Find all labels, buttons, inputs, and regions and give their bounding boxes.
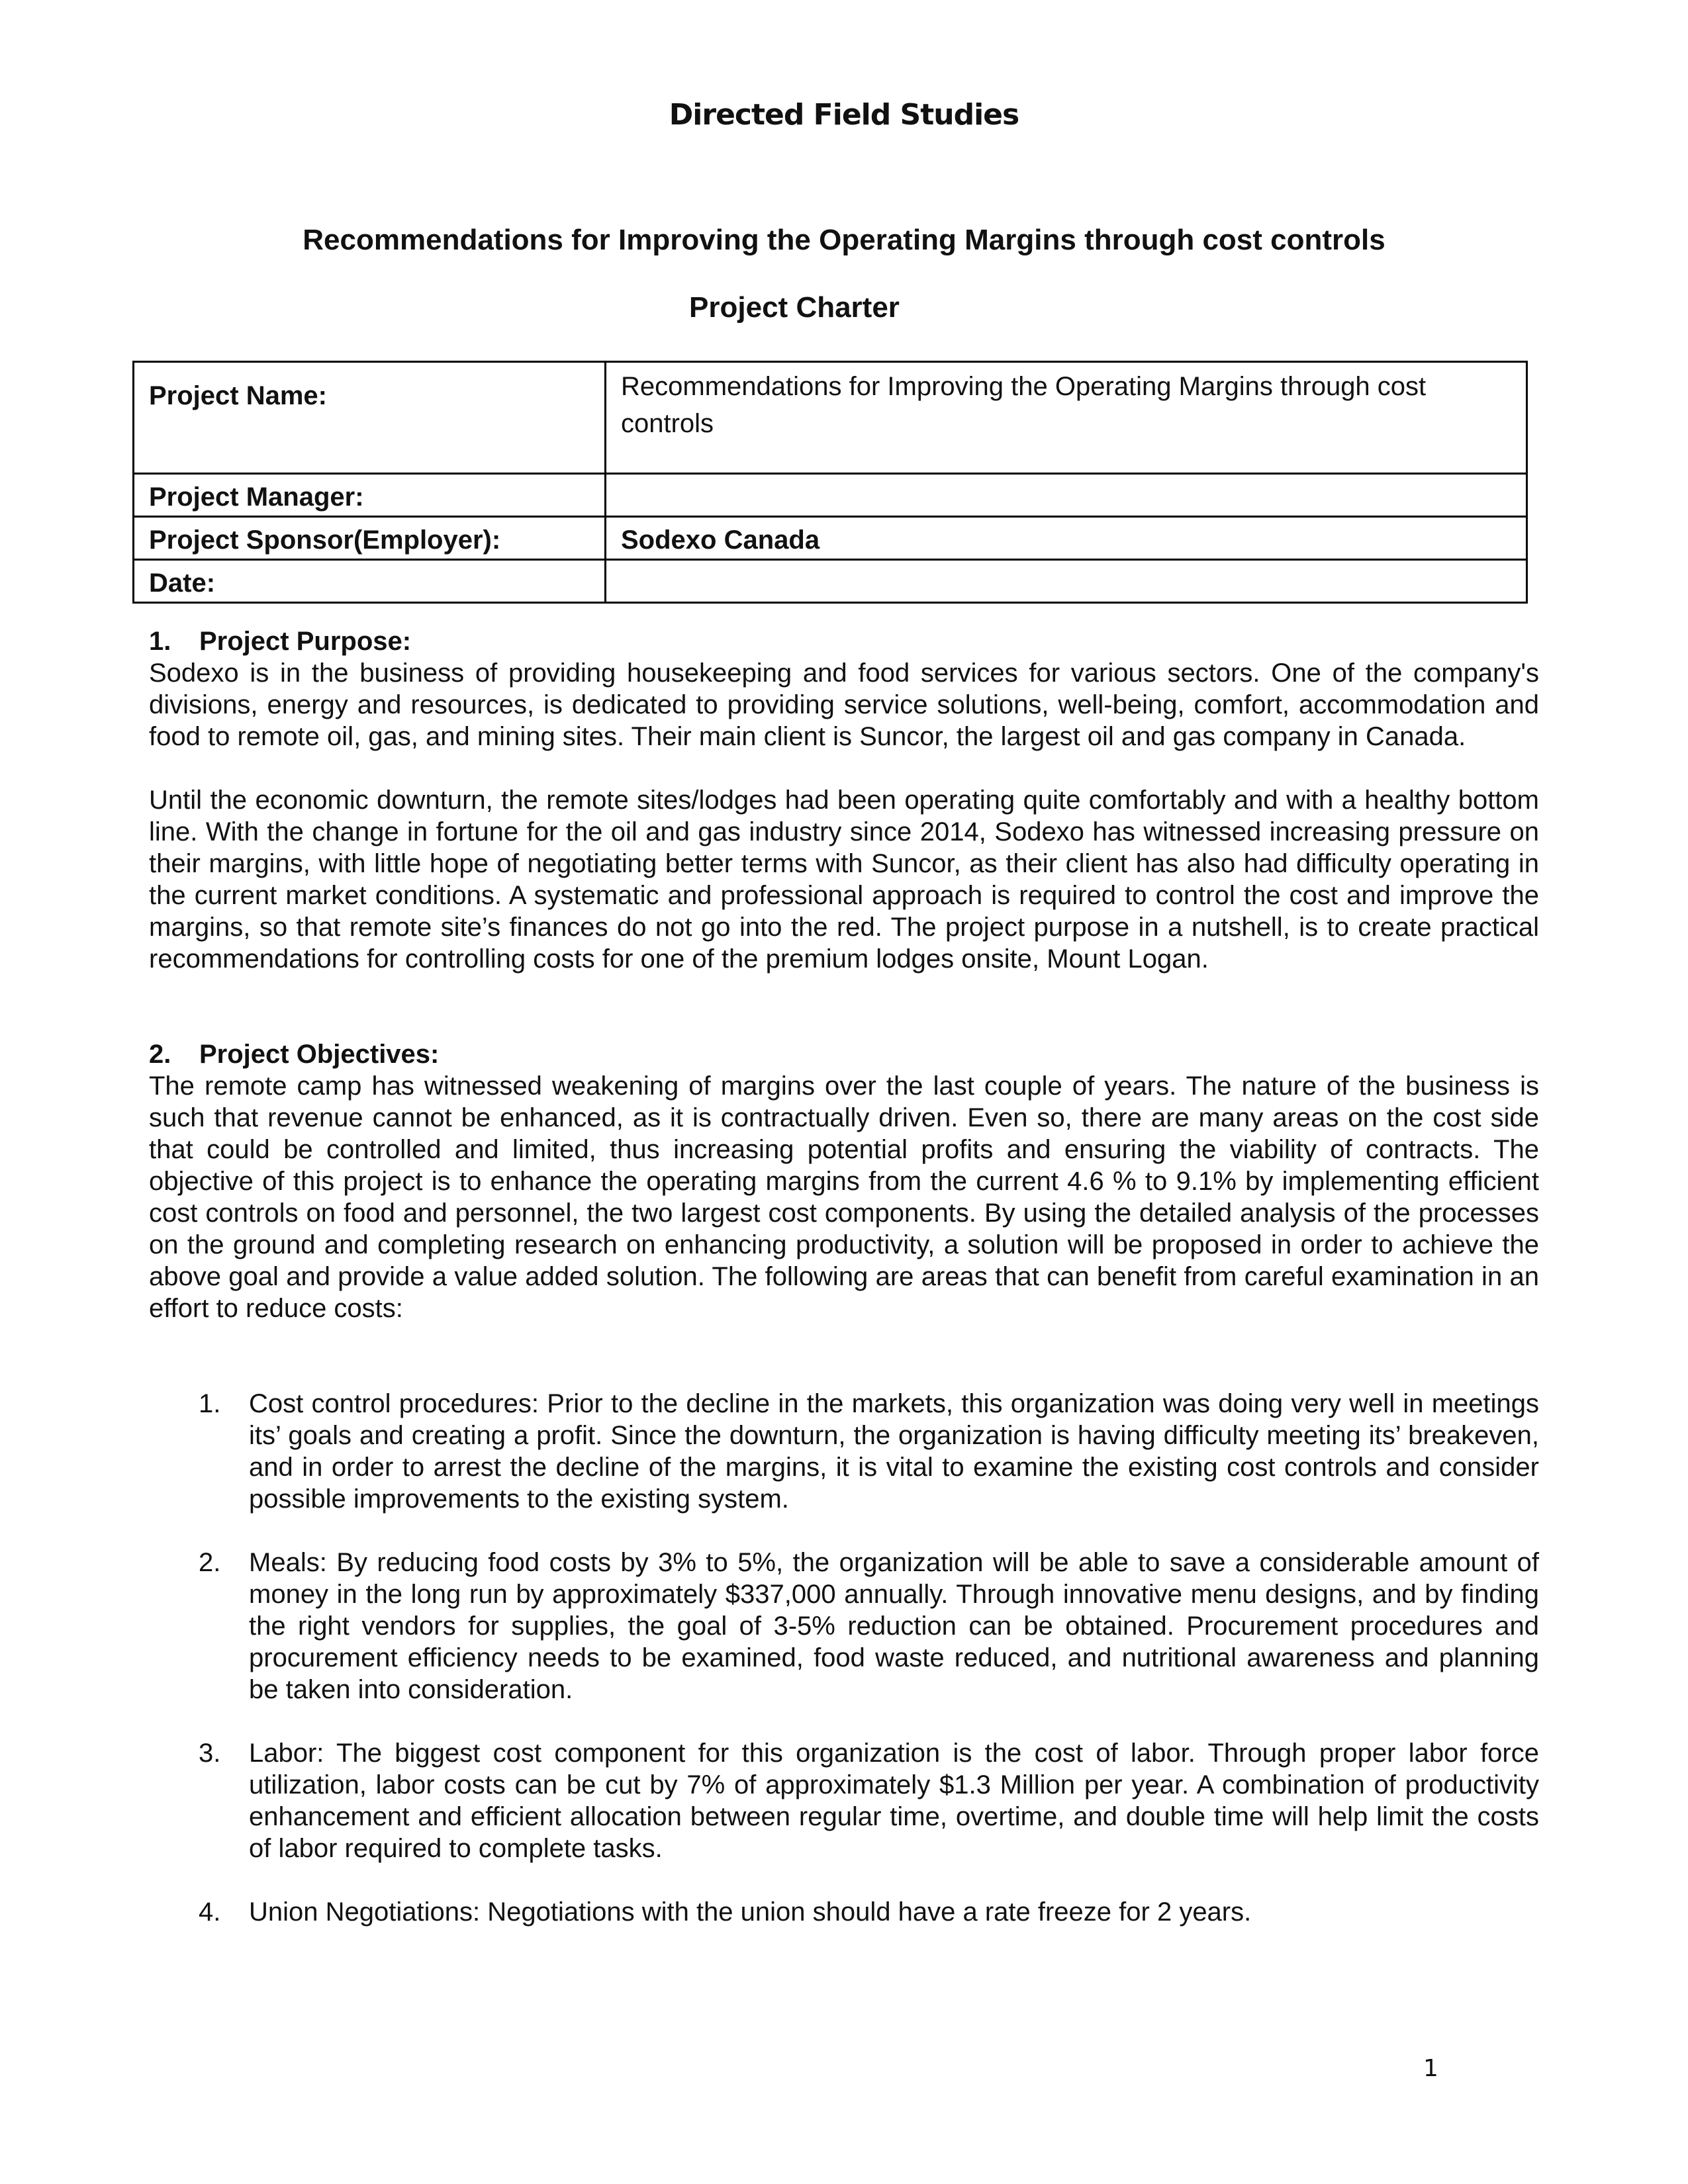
project-name-label: Project Name: [134, 362, 606, 474]
list-marker: 3. [199, 1739, 221, 1768]
project-charter-table [132, 361, 1528, 604]
section-heading-objectives [149, 1038, 1539, 1070]
project-sponsor-value: Sodexo Canada [606, 517, 1527, 560]
list-item-text: Union Negotiations: Negotiations with the union should have a rate freeze for 2 years. [249, 1897, 1252, 1927]
document-body [149, 625, 1539, 1960]
section-title: Project Purpose: [199, 627, 412, 656]
table-row [134, 517, 1527, 560]
list-item [149, 1547, 1539, 1706]
project-manager-label: Project Manager: [134, 474, 606, 517]
section-number: 1. [149, 627, 171, 656]
list-marker: 4. [199, 1897, 221, 1927]
document-title: Recommendations for Improving the Operating Margins through cost controls [303, 224, 1385, 256]
list-item-text: Cost control procedures: Prior to the decline in the markets, this organization was doing very well in meetings its’ goals and creating a profit. Since the downturn, the organization is having difficulty meeting its’ breakeven, and in order to arrest the decline of the margins, it is vital to examine the existing cost controls and consider possible improvements to the existing system. [249, 1389, 1539, 1514]
project-name-value: Recommendations for Improving the Operating Margins through cost controls [606, 362, 1527, 474]
section-title: Project Objectives: [199, 1040, 440, 1069]
purpose-paragraph-2: Until the economic downturn, the remote sites/lodges had been operating quite comfortably and with a healthy bottom line. With the change in fortune for the oil and gas industry since 2014, Sodexo has witnessed increasing pressure on their margins, with little hope of negotiating better terms with Suncor, as their client has also had difficulty operating in the current market conditions. A systematic and professional approach is required to control the cost and improve the margins, so that remote site’s finances do not go into the red. The project purpose in a nutshell, is to create practical recommendations for controlling costs for one of the premium lodges onsite, Mount Logan. [149, 786, 1539, 974]
purpose-paragraph-1: Sodexo is in the business of providing housekeeping and food services for various sectors. One of the company's divisions, energy and resources, is dedicated to providing service solutions, well-being, comfort, accommodation and food to remote oil, gas, and mining sites. Their main client is Suncor, the largest oil and gas company in Canada. [149, 659, 1539, 751]
table-row [134, 560, 1527, 603]
page-number: 1 [1423, 2055, 1438, 2082]
cost-areas-list [149, 1388, 1539, 1928]
list-marker: 1. [199, 1389, 221, 1418]
list-item [149, 1737, 1539, 1864]
document-subtitle: Project Charter [689, 291, 900, 324]
table-row [134, 474, 1527, 517]
section-number: 2. [149, 1040, 171, 1069]
list-marker: 2. [199, 1548, 221, 1577]
list-item [149, 1896, 1539, 1928]
list-item-text: Labor: The biggest cost component for this organization is the cost of labor. Through proper labor force utilization, labor costs can be cut by 7% of approximately $1.3 Million per year. A combination of productivity enhancement and efficient allocation between regular time, overtime, and double time will help limit the costs of labor required to complete tasks. [249, 1739, 1539, 1863]
table-row [134, 362, 1527, 474]
date-value [606, 560, 1527, 603]
section-heading-purpose [149, 625, 1539, 657]
objectives-paragraph: The remote camp has witnessed weakening of margins over the last couple of years. The nature of the business is such that revenue cannot be enhanced, as it is contractually driven. Even so, there are many areas on the cost side that could be controlled and limited, thus increasing potential profits and ensuring the viability of contracts. The objective of this project is to enhance the operating margins from the current 4.6 % to 9.1% by implementing efficient cost controls on food and personnel, the two largest cost components. By using the detailed analysis of the processes on the ground and completing research on enhancing productivity, a solution will be proposed in order to achieve the above goal and provide a value added solution. The following are areas that can benefit from careful examination in an effort to reduce costs: [149, 1071, 1539, 1323]
document-header: Directed Field Studies [669, 98, 1019, 132]
list-item-text: Meals: By reducing food costs by 3% to 5%, the organization will be able to save a considerable amount of money in the long run by approximately $337,000 annually. Through innovative menu designs, and by finding the right vendors for supplies, the goal of 3-5% reduction can be obtained. Procurement procedures and procurement efficiency needs to be examined, food waste reduced, and nutritional awareness and planning be taken into consideration. [249, 1548, 1539, 1704]
list-item [149, 1388, 1539, 1515]
date-label: Date: [134, 560, 606, 603]
project-manager-value [606, 474, 1527, 517]
project-sponsor-label: Project Sponsor(Employer): [134, 517, 606, 560]
